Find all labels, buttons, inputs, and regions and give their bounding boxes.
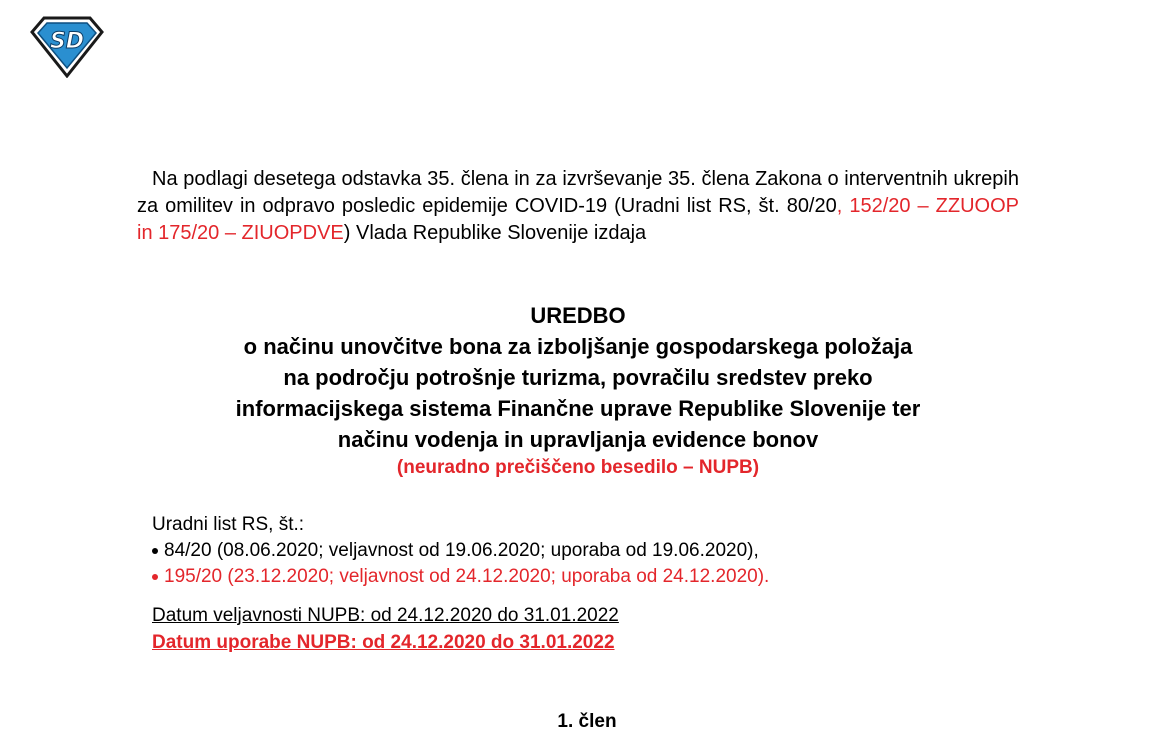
svg-text:SD: SD (49, 29, 85, 54)
preamble-text-end: ) Vlada Republike Slovenije izdaja (343, 222, 647, 244)
dates-block (152, 602, 619, 656)
article-heading (137, 708, 1037, 735)
title-line-3: informacijskega sistema Finančne uprave Republike Slovenije ter (235, 396, 921, 421)
title-line-2: na področju potrošnje turizma, povračilu sredstev preko (283, 365, 873, 390)
preamble-paragraph (137, 166, 1019, 247)
preamble-text: Na podlagi desetega odstavka 35. člena in za izvrševanje 35. člena Zakona o interventnih ukrepih za omilitev in odpravo posledic epidemije COVID-19 (Uradni list RS, št. 80/20 (137, 168, 1019, 217)
gazette-heading: Uradni list RS, št.: (152, 514, 305, 535)
gazette-item (152, 538, 1012, 564)
title-main: UREDBO (530, 303, 626, 328)
gazette-item (152, 564, 1012, 590)
article-number: 1. člen (557, 711, 617, 732)
title-line-1: o načinu unovčitve bona za izboljšanje gospodarskega položaja (243, 334, 913, 359)
document-title (137, 300, 1019, 481)
application-date: Datum uporabe NUPB: od 24.12.2020 do 31.01.2022 (152, 632, 615, 653)
preamble-amendments: , 152/20 – ZZUOOP in 175/20 – ZIUOPDVE (137, 195, 1019, 244)
validity-date: Datum veljavnosti NUPB: od 24.12.2020 do 31.01.2022 (152, 605, 619, 626)
gazette-item-text: 84/20 (08.06.2020; veljavnost od 19.06.2020; uporaba od 19.06.2020), (164, 540, 759, 561)
bullet-icon (152, 548, 158, 554)
title-note: (neuradno prečiščeno besedilo – NUPB) (396, 457, 760, 478)
sd-logo-icon (30, 16, 104, 78)
gazette-references (152, 512, 1012, 590)
title-line-4: načinu vodenja in upravljanja evidence bonov (337, 427, 819, 452)
gazette-item-text: 195/20 (23.12.2020; veljavnost od 24.12.2020; uporaba od 24.12.2020). (164, 566, 770, 587)
bullet-icon (152, 574, 158, 580)
